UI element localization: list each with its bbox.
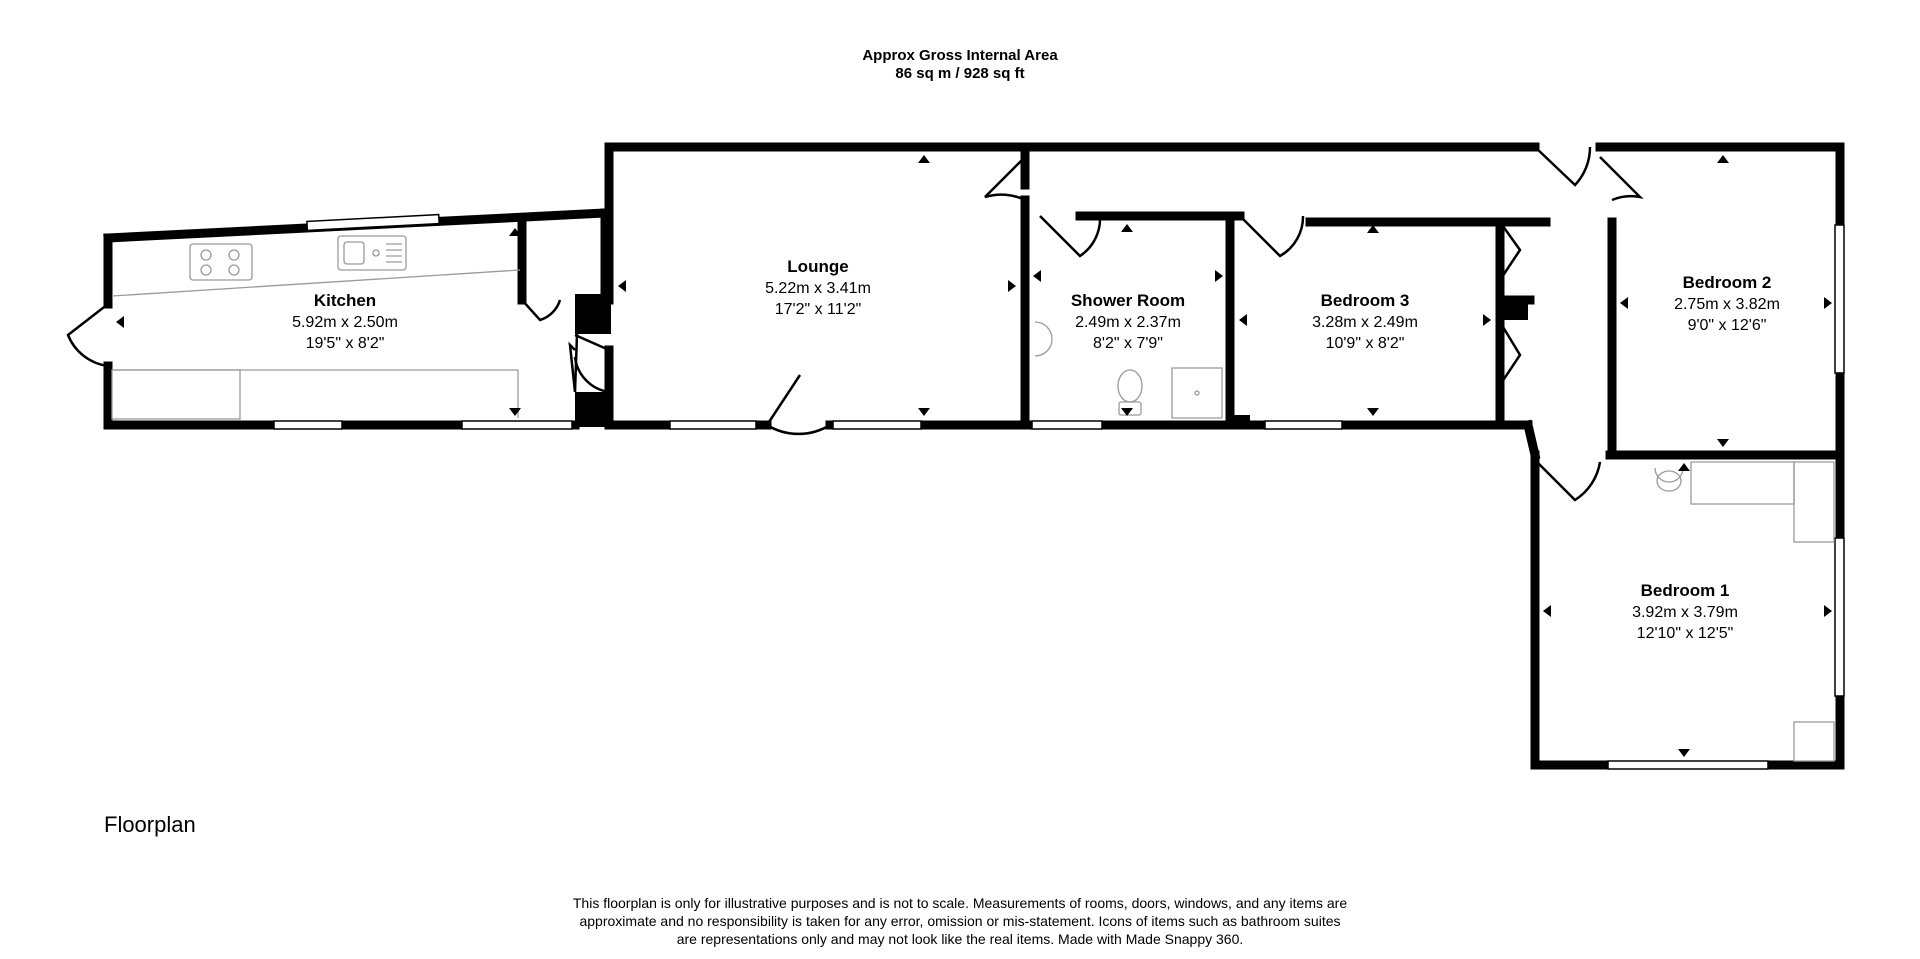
area-title: Approx Gross Internal Area	[862, 47, 1058, 64]
kitchen-imperial: 19'5" x 8'2"	[305, 335, 385, 352]
room-label-bedroom2	[1674, 273, 1780, 334]
shower-room-imperial: 8'2" x 7'9"	[1093, 335, 1163, 352]
disclaimer-line-3: are representations only and may not look like the real items. Made with Made Snappy 360.	[676, 931, 1244, 947]
lounge-metric: 5.22m x 3.41m	[765, 280, 871, 297]
bedroom3-metric: 3.28m x 2.49m	[1312, 314, 1418, 331]
bedroom1-metric: 3.92m x 3.79m	[1632, 604, 1738, 621]
shower-room-metric: 2.49m x 2.37m	[1075, 314, 1181, 331]
bedroom2-metric: 2.75m x 3.82m	[1674, 296, 1780, 313]
area-value: 86 sq m / 928 sq ft	[895, 65, 1025, 82]
room-label-bedroom1	[1632, 581, 1738, 642]
disclaimer	[0, 894, 1920, 948]
lounge-name: Lounge	[787, 257, 849, 276]
bedroom2-name: Bedroom 2	[1682, 273, 1772, 292]
room-label-lounge	[765, 257, 871, 318]
bedroom3-imperial: 10'9" x 8'2"	[1325, 335, 1405, 352]
bedroom2-imperial: 9'0" x 12'6"	[1687, 317, 1767, 334]
room-label-kitchen	[292, 291, 398, 352]
walls	[108, 147, 1840, 765]
disclaimer-line-2: approximate and no responsibility is taken for any error, omission or mis-statement. Icons of items such as bathroom suites	[579, 913, 1341, 929]
lounge-imperial: 17'2" x 11'2"	[774, 301, 862, 318]
kitchen-name: Kitchen	[313, 291, 377, 310]
bedroom3-name: Bedroom 3	[1320, 291, 1410, 310]
disclaimer-line-1: This floorplan is only for illustrative purposes and is not to scale. Measurements of rooms, doors, windows, and any items are	[572, 895, 1348, 911]
kitchen-metric: 5.92m x 2.50m	[292, 314, 398, 331]
bedroom1-name: Bedroom 1	[1640, 581, 1730, 600]
room-label-bedroom3	[1312, 291, 1418, 352]
dimension-arrows	[116, 155, 1832, 757]
floor-label: Floorplan	[104, 812, 196, 837]
shower-room-name: Shower Room	[1070, 291, 1186, 310]
room-label-shower-room	[1071, 291, 1185, 352]
bedroom1-imperial: 12'10" x 12'5"	[1636, 625, 1734, 642]
